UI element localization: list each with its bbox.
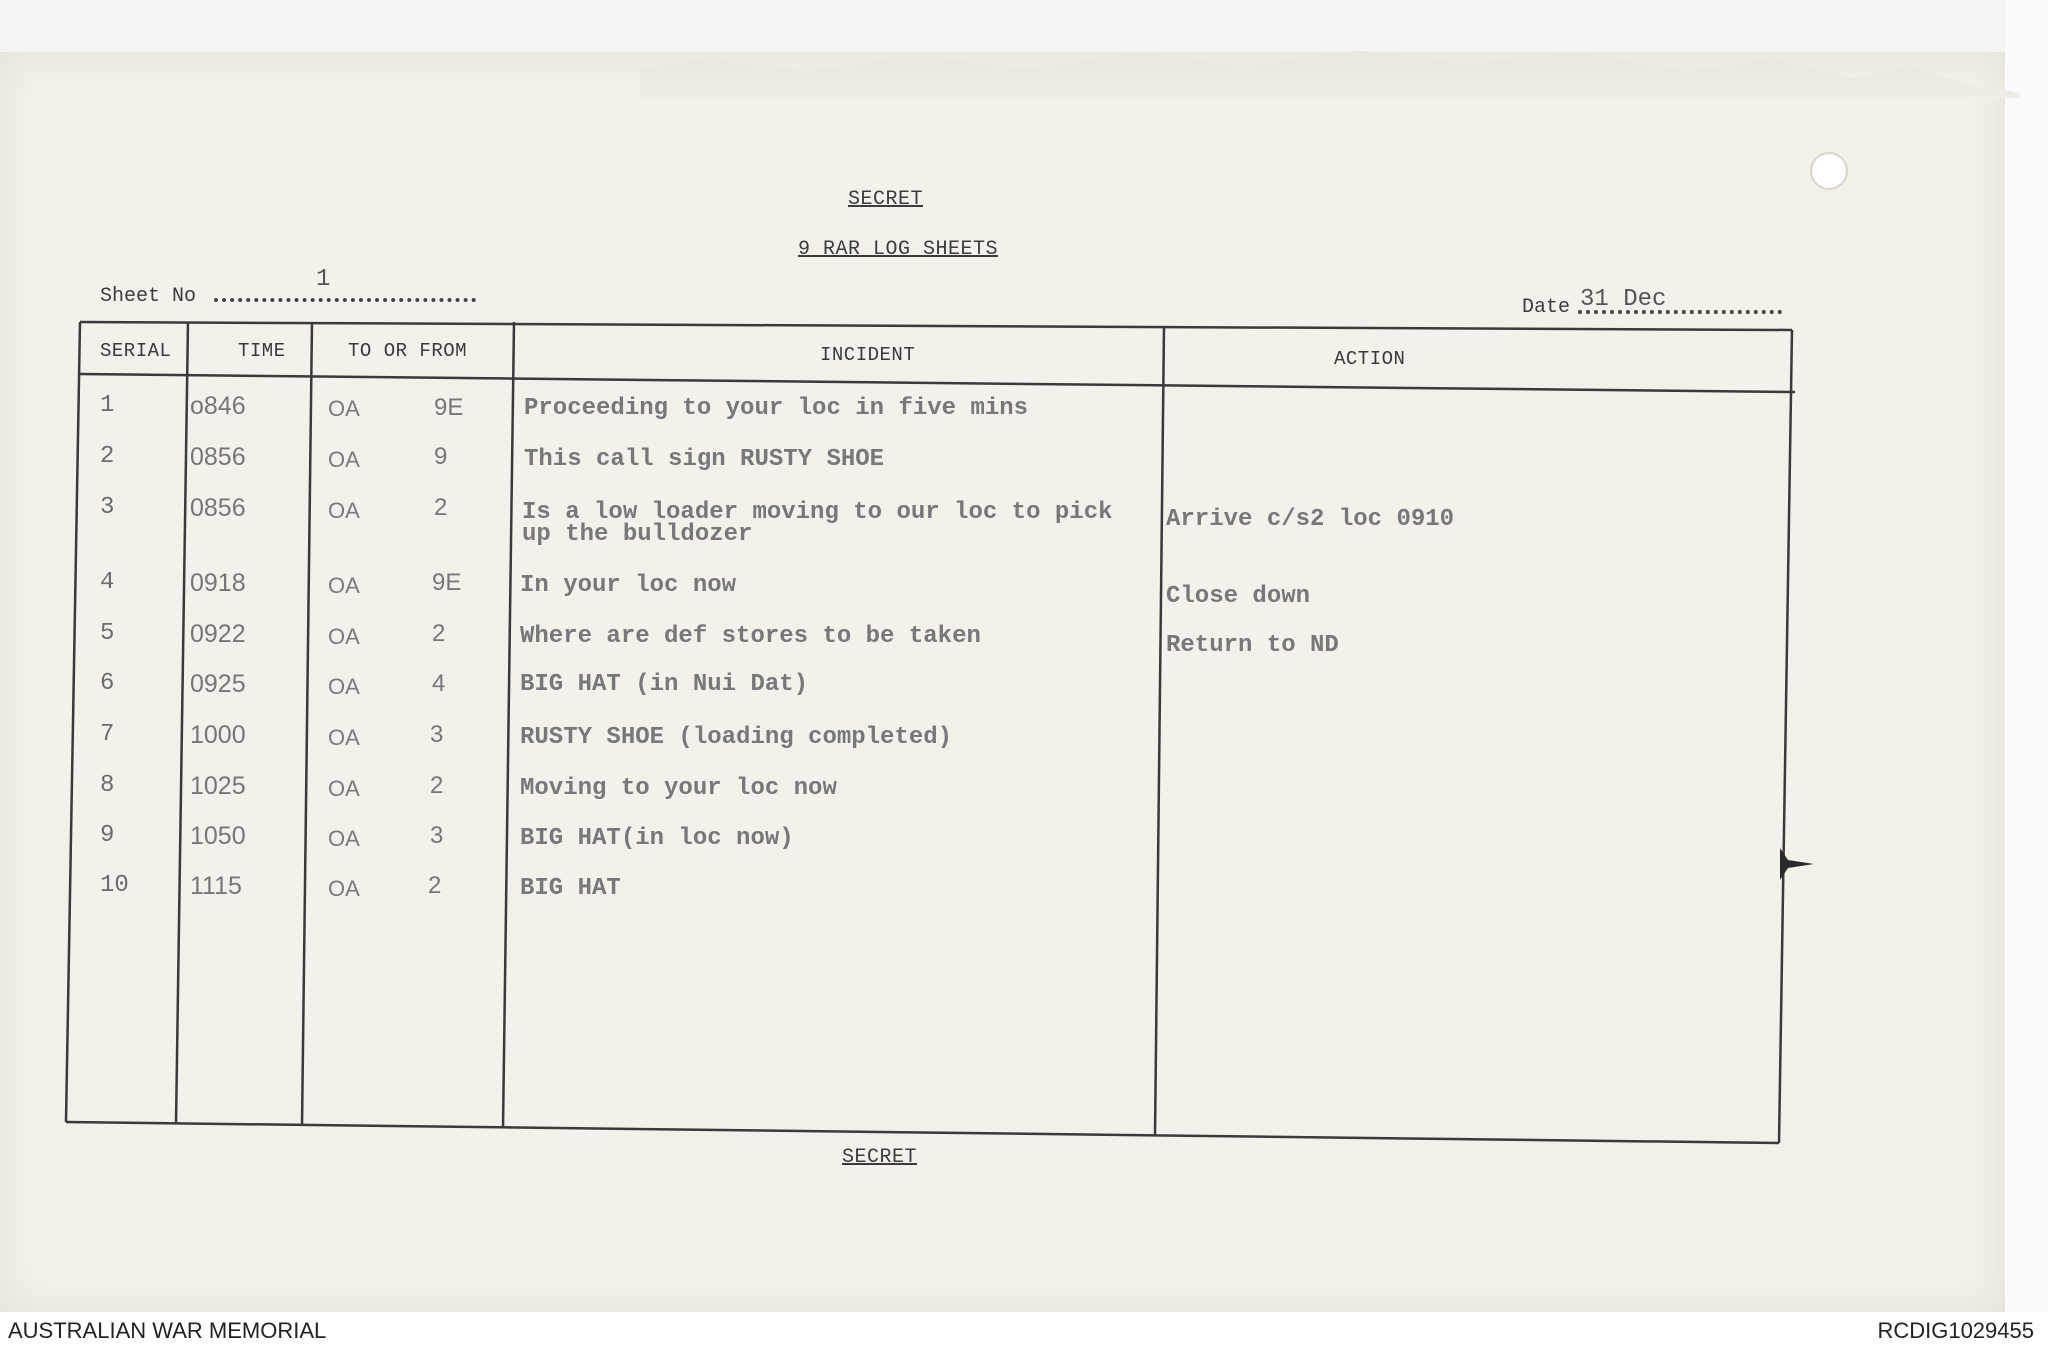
serial-cell: 9 [100, 822, 115, 849]
log-row [0, 822, 2048, 872]
incident-cell: Proceeding to your loc in five mins [524, 395, 1029, 422]
from-cell: 2 [434, 494, 448, 521]
time-cell: 1000 [190, 721, 246, 749]
document-title: 9 RAR LOG SHEETS [798, 238, 999, 261]
from-cell: 3 [430, 822, 444, 849]
to-cell: OA [328, 725, 360, 750]
serial-cell: 4 [100, 569, 115, 596]
action-cell: Arrive c/s2 loc 0910 [1166, 506, 1455, 533]
log-row [0, 670, 2048, 720]
from-cell: 9 [434, 443, 448, 470]
time-cell: o846 [190, 392, 246, 420]
classification-top: SECRET [848, 188, 924, 211]
serial-cell: 5 [100, 620, 115, 647]
serial-cell: 6 [100, 670, 115, 697]
serial-cell: 8 [100, 772, 115, 799]
log-row [0, 494, 2048, 554]
to-cell: OA [328, 674, 360, 699]
from-cell: 9E [432, 569, 462, 596]
incident-cell: Is a low loader moving to our loc to pick [522, 499, 1113, 526]
incident-cell: This call sign RUSTY SHOE [524, 446, 885, 473]
log-row [0, 443, 2048, 493]
incident-cell-continuation: up the bulldozer [522, 521, 753, 548]
incident-cell: BIG HAT [520, 875, 621, 902]
from-cell: 9E [434, 394, 464, 421]
scan-background-top [0, 0, 2048, 52]
header-incident: INCIDENT [820, 344, 916, 366]
sheet-no-label: Sheet No [100, 285, 197, 308]
header-serial: SERIAL [100, 340, 172, 362]
incident-cell: In your loc now [520, 572, 737, 599]
to-cell: OA [328, 573, 360, 598]
to-cell: OA [328, 498, 360, 523]
from-cell: 3 [430, 721, 444, 748]
log-row [0, 772, 2048, 822]
log-row [0, 569, 2048, 619]
to-cell: OA [328, 624, 360, 649]
serial-cell: 7 [100, 721, 115, 748]
to-cell: OA [328, 826, 360, 851]
archive-footer [0, 1312, 2048, 1347]
incident-cell: BIG HAT (in Nui Dat) [520, 671, 809, 698]
serial-cell: 10 [100, 872, 129, 899]
margin-marker-icon [1780, 848, 1820, 880]
from-cell: 4 [432, 670, 446, 697]
action-cell: Return to ND [1166, 632, 1339, 659]
date-value: 31 Dec [1580, 286, 1667, 313]
time-cell: 0925 [190, 670, 246, 698]
action-cell: Close down [1166, 583, 1311, 610]
incident-cell: Moving to your loc now [520, 775, 837, 802]
time-cell: 0918 [190, 569, 246, 597]
time-cell: 1050 [190, 822, 246, 850]
incident-cell: Where are def stores to be taken [520, 623, 981, 650]
incident-cell: BIG HAT(in loc now) [520, 825, 794, 852]
header-to-or-from: TO OR FROM [348, 340, 468, 362]
sheet-no-dotted-line [214, 298, 476, 302]
to-cell: OA [328, 876, 360, 901]
serial-cell: 2 [100, 443, 115, 470]
from-cell: 2 [432, 620, 446, 647]
header-time: TIME [238, 340, 286, 362]
from-cell: 2 [430, 772, 444, 799]
log-row [0, 872, 2048, 922]
header-action: ACTION [1334, 348, 1406, 370]
log-row [0, 721, 2048, 771]
archive-record-id: RCDIG1029455 [1877, 1318, 2034, 1343]
time-cell: 0856 [190, 443, 246, 471]
classification-bottom: SECRET [842, 1146, 918, 1169]
from-cell: 2 [428, 872, 442, 899]
serial-cell: 3 [100, 494, 115, 521]
archive-name: AUSTRALIAN WAR MEMORIAL [8, 1318, 327, 1343]
to-cell: OA [328, 776, 360, 801]
log-row [0, 392, 2048, 442]
time-cell: 0922 [190, 620, 246, 648]
time-cell: 1025 [190, 772, 246, 800]
incident-cell: RUSTY SHOE (loading completed) [520, 724, 953, 751]
serial-cell: 1 [100, 392, 115, 419]
date-label: Date [1522, 296, 1571, 319]
to-cell: OA [328, 447, 360, 472]
sheet-no-value: 1 [316, 266, 331, 293]
time-cell: 1115 [190, 872, 242, 900]
time-cell: 0856 [190, 494, 246, 522]
log-row [0, 620, 2048, 670]
to-cell: OA [328, 396, 360, 421]
punch-hole [1810, 152, 1848, 190]
